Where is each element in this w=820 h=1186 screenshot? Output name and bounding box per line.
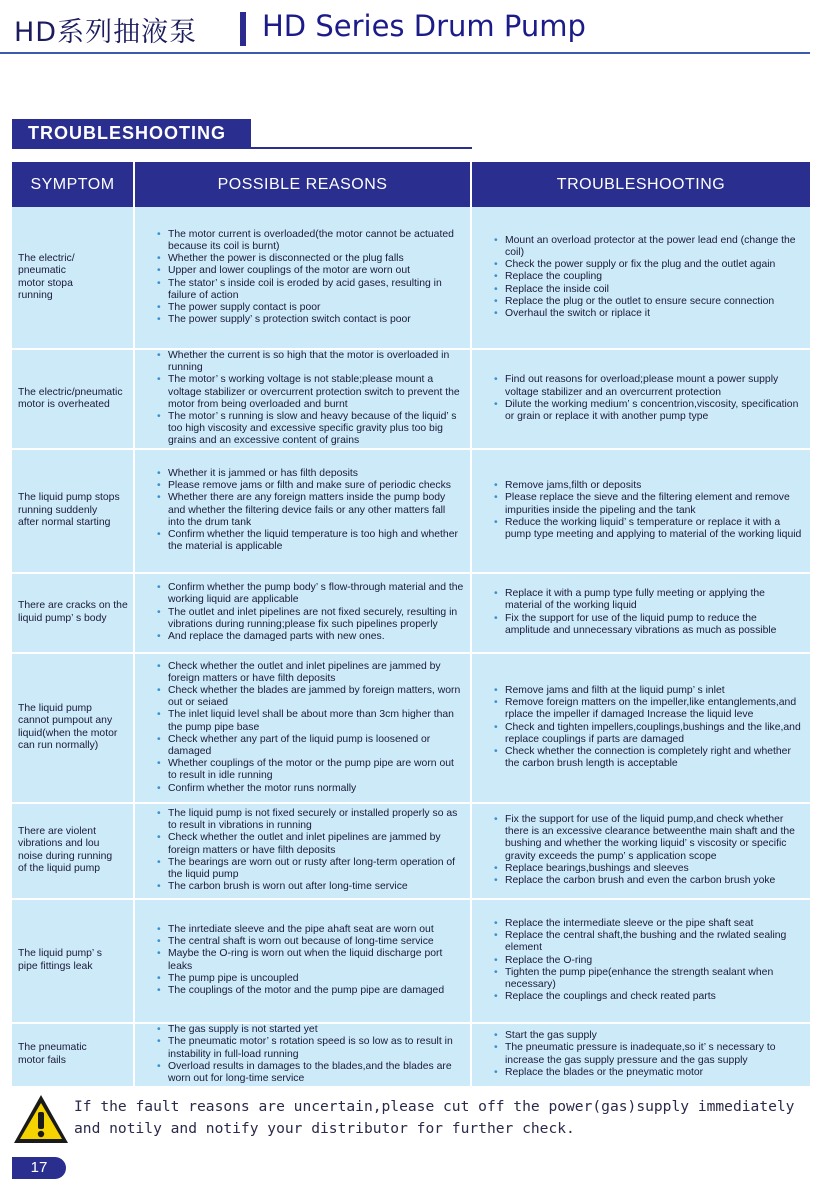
fix-item: • Find out reasons for overload;please mount a power supply voltage stabilizer and an overcurrent protection bbox=[505, 374, 804, 398]
symptom-cell bbox=[12, 803, 134, 899]
symptom-line: The liquid pump bbox=[18, 703, 92, 715]
reason-item: • The couplings of the motor and the pump pipe are damaged bbox=[168, 985, 464, 997]
reason-item: • The motor current is overloaded(the motor cannot be actuated because its coil is burnt) bbox=[168, 229, 464, 253]
reason-item: • Whether the current is so high that the motor is overloaded in running bbox=[168, 350, 464, 374]
reason-item: • Confirm whether the liquid temperature is too high and whether the material is applicable bbox=[168, 529, 464, 553]
table-row bbox=[12, 349, 810, 449]
symptom-line: after normal starting bbox=[18, 516, 111, 528]
fix-item: • Mount an overload protector at the power lead end (change the coil) bbox=[505, 235, 804, 259]
reason-item: • The gas supply is not started yet bbox=[168, 1024, 464, 1036]
table-row bbox=[12, 803, 810, 899]
reasons-cell bbox=[134, 899, 471, 1023]
table-row bbox=[12, 899, 810, 1023]
symptom-line: cannot pumpout any bbox=[18, 715, 113, 727]
reason-item: • The motor’ s running is slow and heavy because of the liquid’ s too high viscosity and excessive specific gravity plus too big grains and an excessive content of grains bbox=[168, 411, 464, 448]
fix-item: • Remove jams and filth at the liquid pump’ s inlet bbox=[505, 685, 804, 697]
troubleshooting-cell bbox=[471, 573, 810, 653]
fix-item: • Check and tighten impellers,couplings,bushings and the like,and replace couplings if parts are damaged bbox=[505, 722, 804, 746]
reason-item: • Check whether any part of the liquid pump is loosened or damaged bbox=[168, 734, 464, 758]
page-number: 17 bbox=[12, 1157, 66, 1179]
symptom-cell bbox=[12, 1023, 134, 1087]
bullet-list bbox=[135, 661, 470, 795]
symptom-line: There are violent bbox=[18, 826, 96, 838]
symptom-line: There are cracks on the bbox=[18, 600, 128, 612]
symptom-line: The liquid pump stops bbox=[18, 492, 120, 504]
troubleshooting-table bbox=[12, 162, 810, 1088]
table-body bbox=[12, 207, 810, 1087]
reason-item: • Whether there are any foreign matters inside the pump body and whether the filtering device fails or any other matters fall into the drum tank bbox=[168, 492, 464, 529]
fix-item: • Fix the support for use of the liquid pump,and check whether there is an excessive clearance betweenthe main shaft and the bushing and whether the working liquid’ s viscosity or specific gravity exceeds the pump’ s application scope bbox=[505, 814, 804, 863]
title-chinese: HD系列抽液泵 bbox=[14, 17, 198, 48]
fix-item: • Replace the intermediate sleeve or the pipe shaft seat bbox=[505, 918, 804, 930]
bullet-list bbox=[135, 582, 470, 643]
reasons-cell bbox=[134, 349, 471, 449]
symptom-line: The liquid pump’ s bbox=[18, 948, 102, 960]
bullet-list bbox=[135, 808, 470, 893]
fix-item: • Replace the blades or the pneymatic motor bbox=[505, 1067, 804, 1079]
troubleshooting-cell bbox=[471, 207, 810, 349]
fix-item: • Tighten the pump pipe(enhance the strength sealant when necessary) bbox=[505, 967, 804, 991]
footer-note-text: If the fault reasons are uncertain,please cut off the power(gas)supply immediately and notily and notify your distributor for further check. bbox=[74, 1098, 795, 1137]
fix-item: • Check the power supply or fix the plug and the outlet again bbox=[505, 259, 804, 271]
fix-item: • Check whether the connection is completely right and whether the carbon brush length is acceptable bbox=[505, 746, 804, 770]
reason-item: • Overload results in damages to the blades,and the blades are worn out for long-time service bbox=[168, 1061, 464, 1085]
symptom-line: motor stopa bbox=[18, 277, 73, 289]
symptom-line: pneumatic bbox=[18, 265, 66, 277]
symptom-line: The electric/ bbox=[18, 253, 75, 265]
fix-item: • The pneumatic pressure is inadequate,so it’ s necessary to increase the gas supply pressure and the gas supply bbox=[505, 1042, 804, 1066]
symptom-cell bbox=[12, 653, 134, 803]
symptom-line: pipe fittings leak bbox=[18, 960, 93, 972]
symptom-line: vibrations and lou bbox=[18, 838, 100, 850]
symptom-cell bbox=[12, 573, 134, 653]
fix-item: • Remove foreign matters on the impeller,like entanglements,and rplace the impeller if damaged Increase the liquid leve bbox=[505, 697, 804, 721]
bullet-list bbox=[472, 814, 810, 887]
fix-item: • Replace the plug or the outlet to ensure secure connection bbox=[505, 296, 804, 308]
fix-item: • Reduce the working liquid’ s temperature or replace it with a pump type meeting and applying to material of the working liquid bbox=[505, 517, 804, 541]
fix-item: • Start the gas supply bbox=[505, 1030, 804, 1042]
section-rule bbox=[12, 147, 472, 149]
bullet-list bbox=[472, 588, 810, 637]
column-header-symptom: SYMPTOM bbox=[12, 162, 134, 207]
troubleshooting-cell bbox=[471, 899, 810, 1023]
bullet-list bbox=[472, 235, 810, 320]
column-header-reasons: POSSIBLE REASONS bbox=[134, 162, 471, 207]
symptom-cell bbox=[12, 449, 134, 573]
reasons-cell bbox=[134, 207, 471, 349]
fix-item: • Please replace the sieve and the filtering element and remove impurities inside the pipeling and the tank bbox=[505, 492, 804, 516]
symptom-line: noise during running bbox=[18, 850, 113, 862]
bullet-list bbox=[135, 350, 470, 448]
reason-item: • The pump pipe is uncoupled bbox=[168, 973, 464, 985]
bullet-list bbox=[135, 229, 470, 327]
reason-item: • The carbon brush is worn out after long-time service bbox=[168, 881, 464, 893]
fix-item: • Dilute the working medium’ s concentrion,viscosity, specification or grain or replace it with another pump type bbox=[505, 399, 804, 423]
fix-item: • Replace bearings,bushings and sleeves bbox=[505, 863, 804, 875]
troubleshooting-cell bbox=[471, 1023, 810, 1087]
fix-item: • Remove jams,filth or deposits bbox=[505, 480, 804, 492]
reason-item: • The inlet liquid level shall be about more than 3cm higher than the pump pipe base bbox=[168, 709, 464, 733]
table-row bbox=[12, 1023, 810, 1087]
header-rule bbox=[0, 52, 810, 54]
fix-item: • Fix the support for use of the liquid pump to reduce the amplitude and unnecessary vibrations as much as possible bbox=[505, 613, 804, 637]
bullet-list bbox=[135, 1024, 470, 1085]
fix-item: • Replace the couplings and check reated parts bbox=[505, 991, 804, 1003]
column-header-troubleshooting: TROUBLESHOOTING bbox=[471, 162, 810, 207]
reason-item: • The inrtediate sleeve and the pipe ahaft seat are worn out bbox=[168, 924, 464, 936]
bullet-list bbox=[135, 924, 470, 997]
fix-item: • Replace the central shaft,the bushing and the rwlated sealing element bbox=[505, 930, 804, 954]
bullet-list bbox=[472, 685, 810, 770]
bullet-list bbox=[472, 1030, 810, 1079]
table-row bbox=[12, 573, 810, 653]
reason-item: • The motor’ s working voltage is not stable;please mount a voltage stabilizer or overcurrent protection switch to prevent the motor from being overloaded and burnt bbox=[168, 374, 464, 411]
troubleshooting-cell bbox=[471, 449, 810, 573]
symptom-line: running bbox=[18, 289, 53, 301]
reasons-cell bbox=[134, 653, 471, 803]
reasons-cell bbox=[134, 449, 471, 573]
fix-item: • Replace the inside coil bbox=[505, 284, 804, 296]
section-title: TROUBLESHOOTING bbox=[12, 119, 251, 148]
reason-item: • Confirm whether the pump body’ s flow-through material and the working liquid are applicable bbox=[168, 582, 464, 606]
reason-item: • The bearings are worn out or rusty after long-term operation of the liquid pump bbox=[168, 857, 464, 881]
table-row bbox=[12, 207, 810, 349]
symptom-line: can run normally) bbox=[18, 739, 99, 751]
footer-note bbox=[12, 1090, 812, 1150]
bullet-list bbox=[472, 374, 810, 423]
reason-item: • Whether couplings of the motor or the pump pipe are worn out to result in idle running bbox=[168, 758, 464, 782]
symptom-cell bbox=[12, 207, 134, 349]
reasons-cell bbox=[134, 573, 471, 653]
symptom-line: The pneumatic bbox=[18, 1042, 87, 1054]
bullet-list bbox=[135, 468, 470, 553]
reason-item: • Whether the power is disconnected or the plug falls bbox=[168, 253, 464, 265]
table-row bbox=[12, 653, 810, 803]
title-english: HD Series Drum Pump bbox=[262, 9, 586, 43]
troubleshooting-cell bbox=[471, 653, 810, 803]
reason-item: • The power supply contact is poor bbox=[168, 302, 464, 314]
fix-item: • Replace the carbon brush and even the carbon brush yoke bbox=[505, 875, 804, 887]
reason-item: • The pneumatic motor’ s rotation speed is so low as to result in instability in full-load running bbox=[168, 1036, 464, 1060]
reason-item: • Please remove jams or filth and make sure of periodic checks bbox=[168, 480, 464, 492]
symptom-line: motor fails bbox=[18, 1054, 66, 1066]
symptom-line: liquid pump’ s body bbox=[18, 612, 107, 624]
page-header bbox=[0, 0, 820, 56]
reason-item: • Upper and lower couplings of the motor are worn out bbox=[168, 265, 464, 277]
title-divider bbox=[240, 12, 246, 46]
reason-item: • Maybe the O-ring is worn out when the liquid discharge port leaks bbox=[168, 948, 464, 972]
reason-item: • Confirm whether the motor runs normally bbox=[168, 783, 464, 795]
symptom-line: motor is overheated bbox=[18, 398, 110, 410]
bullet-list bbox=[472, 918, 810, 1003]
reason-item: • Check whether the outlet and inlet pipelines are jammed by foreign matters or have filth deposits bbox=[168, 661, 464, 685]
troubleshooting-cell bbox=[471, 803, 810, 899]
symptom-line: The electric/pneumatic bbox=[18, 386, 123, 398]
fix-item: • Overhaul the switch or riplace it bbox=[505, 308, 804, 320]
fix-item: • Replace the coupling bbox=[505, 271, 804, 283]
reason-item: • The power supply’ s protection switch contact is poor bbox=[168, 314, 464, 326]
symptom-line: of the liquid pump bbox=[18, 862, 101, 874]
reason-item: • Check whether the outlet and inlet pipelines are jammed by foreign matters or have filth deposits bbox=[168, 832, 464, 856]
table-row bbox=[12, 449, 810, 573]
reason-item: • The outlet and inlet pipelines are not fixed securely, resulting in vibrations during running;please fix such pipelines properly bbox=[168, 607, 464, 631]
reasons-cell bbox=[134, 803, 471, 899]
reason-item: • Check whether the blades are jammed by foreign matters, worn out or seiaed bbox=[168, 685, 464, 709]
symptom-cell bbox=[12, 899, 134, 1023]
reason-item: • Whether it is jammed or has filth deposits bbox=[168, 468, 464, 480]
reasons-cell bbox=[134, 1023, 471, 1087]
bullet-list bbox=[472, 480, 810, 541]
fix-item: • Replace the O-ring bbox=[505, 955, 804, 967]
warning-icon bbox=[12, 1092, 70, 1146]
reason-item: • The stator’ s inside coil is eroded by acid gases, resulting in failure of action bbox=[168, 278, 464, 302]
troubleshooting-cell bbox=[471, 349, 810, 449]
fix-item: • Replace it with a pump type fully meeting or applying the material of the working liquid bbox=[505, 588, 804, 612]
reason-item: • The liquid pump is not fixed securely or installed properly so as to result in vibrations in running bbox=[168, 808, 464, 832]
symptom-cell bbox=[12, 349, 134, 449]
table-header-row bbox=[12, 162, 810, 207]
symptom-line: running suddenly bbox=[18, 504, 98, 516]
symptom-line: liquid(when the motor bbox=[18, 727, 118, 739]
reason-item: • And replace the damaged parts with new ones. bbox=[168, 631, 464, 643]
reason-item: • The central shaft is worn out because of long-time service bbox=[168, 936, 464, 948]
